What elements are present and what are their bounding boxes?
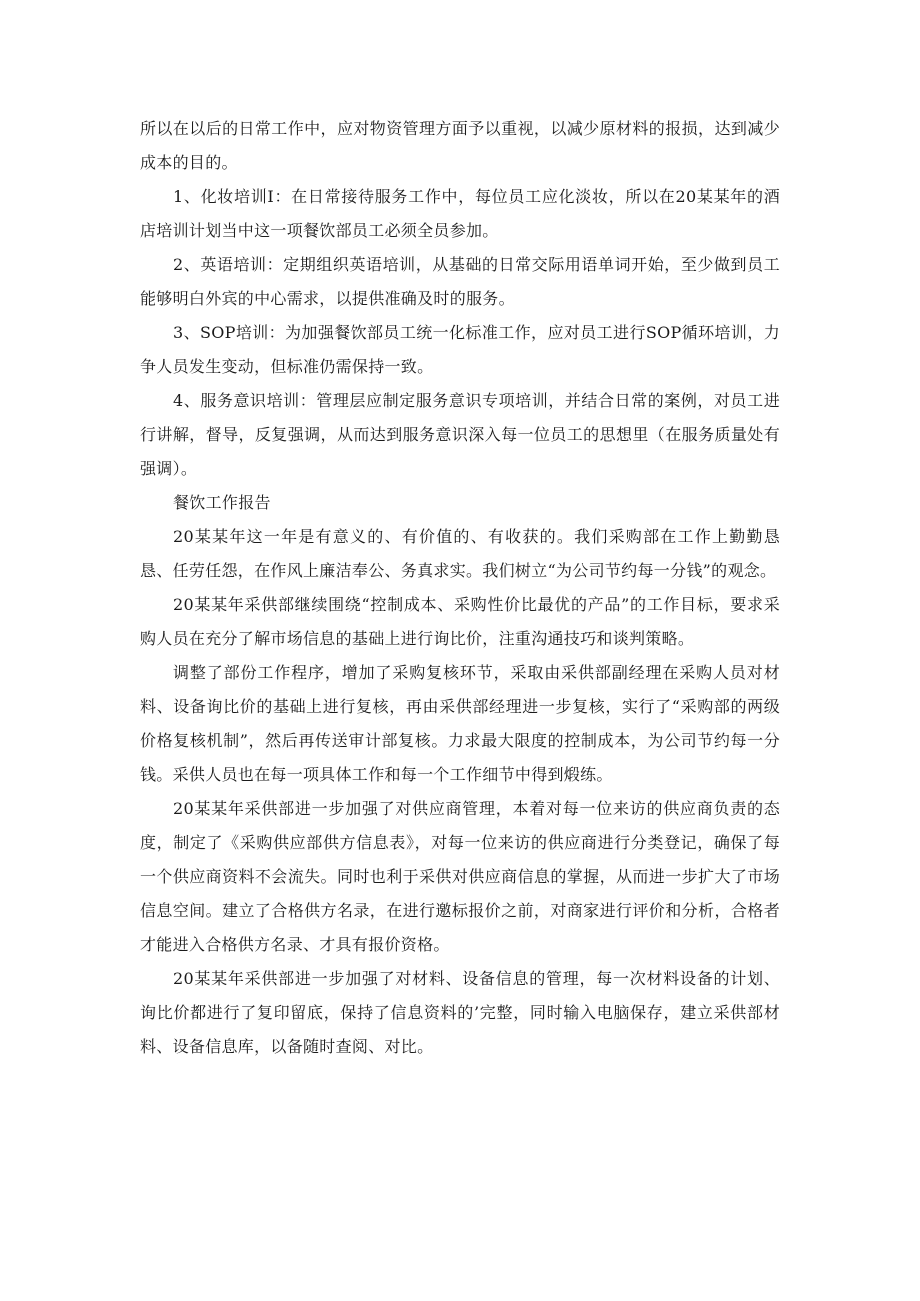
paragraph-supplier-management: 20某某年采供部进一步加强了对供应商管理，本着对每一位来访的供应商负责的态度，制定了《采购供应部供方信息表》，对每一位来访的供应商进行分类登记，确保了每一个供应商资料不会流失。同时也利于采供对供应商信息的掌握，从而进一步扩大了市场信息空间。建立了合格供方名录，在进行邀标报价之前，对商家进行评价和分析，合格者才能进入合格供方名录、才具有报价资格。 [140,799,780,954]
paragraph-cost-control: 20某某年采供部继续围绕“控制成本、采购性价比最优的产品”的工作目标，要求采购人员在充分了解市场信息的基础上进行询比价，注重沟通技巧和谈判策略。 [140,595,780,648]
paragraph-english-training: 2、英语培训：定期组织英语培训，从基础的日常交际用语单词开始，至少做到员工能够明白外宾的中心需求，以提供准确及时的服务。 [140,255,780,308]
paragraph-procedure-adjustment: 调整了部份工作程序，增加了采购复核环节，采取由采供部副经理在采购人员对材料、设备询比价的基础上进行复核，再由采供部经理进一步复核，实行了“采购部的两级价格复核机制”，然后再传送审计部复核。力求最大限度的控制成本，为公司节约每一分钱。采供人员也在每一项具体工作和每一个工作细节中得到煅练。 [140,663,780,784]
document-body [140,112,780,1064]
paragraph-service-awareness-training: 4、服务意识培训：管理层应制定服务意识专项培训，并结合日常的案例，对员工进行讲解，督导，反复强调，从而达到服务意识深入每一位员工的思想里（在服务质量处有强调）。 [140,391,780,478]
paragraph-year-summary: 20某某年这一年是有意义的、有价值的、有收获的。我们采购部在工作上勤勤恳恳、任劳任怨，在作风上廉洁奉公、务真求实。我们树立“为公司节约每一分钱”的观念。 [140,527,780,580]
paragraph-information-management: 20某某年采供部进一步加强了对材料、设备信息的管理，每一次材料设备的计划、询比价都进行了复印留底，保持了信息资料的’完整，同时输入电脑保存，建立采供部材料、设备信息库，以备随时查阅、对比。 [140,969,780,1056]
paragraph-sop-training: 3、SOP培训：为加强餐饮部员工统一化标准工作，应对员工进行SOP循环培训，力争人员发生变动，但标准仍需保持一致。 [140,323,780,376]
section-heading: 餐饮工作报告 [173,493,271,512]
paragraph-makeup-training: 1、化妆培训I：在日常接待服务工作中，每位员工应化淡妆，所以在20某某年的酒店培训计划当中这一项餐饮部员工必须全员参加。 [140,187,780,240]
paragraph-continuation: 所以在以后的日常工作中，应对物资管理方面予以重视，以减少原材料的报损，达到减少成本的目的。 [140,119,780,172]
